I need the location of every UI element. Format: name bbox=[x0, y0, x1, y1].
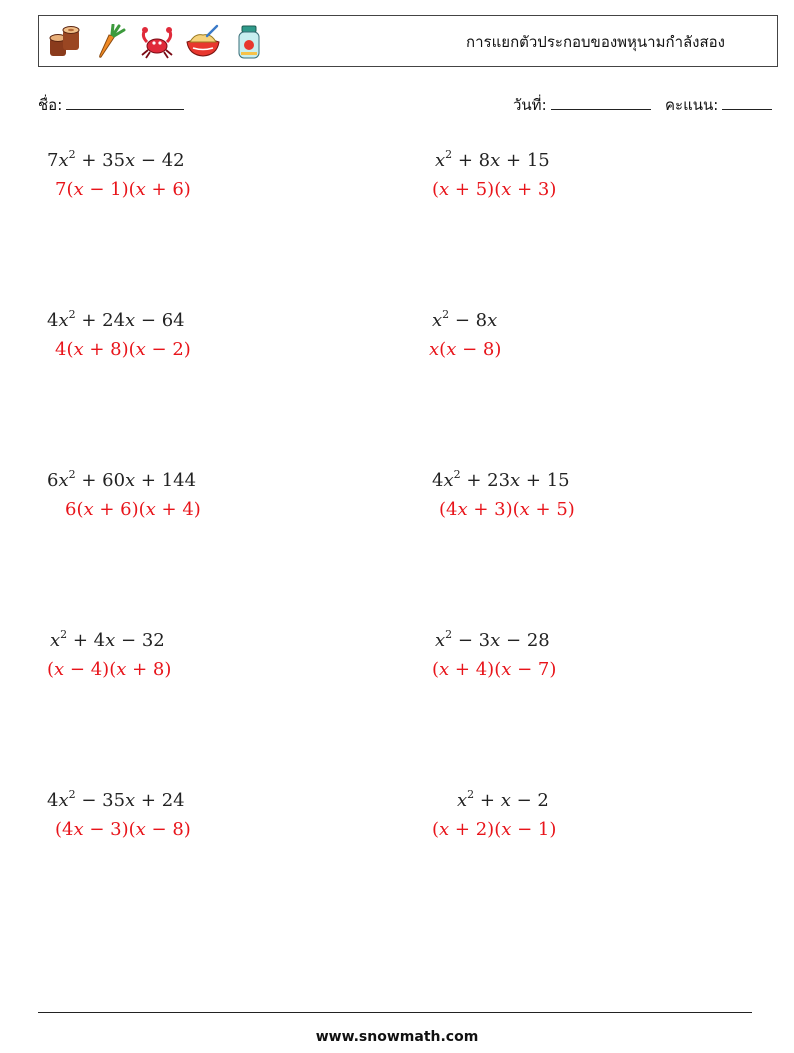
answer: (x + 4)(x − 7) bbox=[432, 659, 557, 680]
answer: (x + 5)(x + 3) bbox=[432, 179, 557, 200]
answer: (x − 4)(x + 8) bbox=[47, 659, 172, 680]
question: $4x^2 + 23x + 15$ bbox=[432, 468, 570, 491]
score-field[interactable] bbox=[665, 93, 772, 117]
answer: (4x + 3)(x + 5) bbox=[439, 499, 575, 520]
footer-site: www.snowmath.com bbox=[315, 1029, 479, 1045]
question: $7x^2 + 35x - 42$ bbox=[47, 148, 185, 171]
question: $x^2 + x - 2$ bbox=[457, 788, 549, 811]
problem-4 bbox=[429, 308, 502, 360]
answer: (4x − 3)(x − 8) bbox=[55, 819, 191, 840]
answer: 4(x + 8)(x − 2) bbox=[55, 339, 191, 360]
problem-7 bbox=[47, 628, 172, 680]
answer: 6(x + 6)(x + 4) bbox=[65, 499, 201, 520]
question: $x^2 + 8x + 15$ bbox=[435, 148, 550, 171]
problem-5 bbox=[47, 470, 201, 520]
date-field[interactable] bbox=[513, 93, 651, 117]
page-title: การแยกตัวประกอบของพหุนามกำลังสอง bbox=[466, 33, 725, 51]
name-field[interactable] bbox=[38, 93, 184, 117]
jam-jar-icon bbox=[231, 24, 267, 60]
problem-10 bbox=[432, 788, 557, 840]
answer: 7(x − 1)(x + 6) bbox=[55, 179, 191, 200]
log-icon bbox=[47, 24, 83, 60]
question: $x^2 - 8x$ bbox=[432, 308, 498, 331]
score-label: คะแนน: bbox=[665, 96, 719, 114]
question: $4x^2 - 35x + 24$ bbox=[47, 788, 185, 811]
footer-divider bbox=[38, 1012, 752, 1013]
header-box bbox=[38, 15, 778, 67]
problem-3 bbox=[47, 310, 191, 360]
answer: (x + 2)(x − 1) bbox=[432, 819, 557, 840]
name-label: ชื่อ: bbox=[38, 96, 63, 114]
date-blank[interactable] bbox=[551, 94, 651, 110]
rice-bowl-icon bbox=[185, 24, 221, 60]
question: $x^2 - 3x - 28$ bbox=[435, 628, 550, 651]
name-blank[interactable] bbox=[66, 94, 184, 110]
problem-8 bbox=[432, 628, 557, 680]
icon-row bbox=[47, 22, 267, 62]
problem-2 bbox=[432, 148, 557, 200]
answer: x(x − 8) bbox=[429, 339, 502, 360]
score-blank[interactable] bbox=[722, 94, 772, 110]
date-label: วันที่: bbox=[513, 96, 547, 114]
crab-icon bbox=[139, 24, 175, 60]
carrot-icon bbox=[93, 24, 129, 60]
question: $4x^2 + 24x - 64$ bbox=[47, 308, 185, 331]
problem-1 bbox=[47, 150, 191, 200]
problem-9 bbox=[47, 790, 191, 840]
problem-6 bbox=[432, 470, 575, 520]
question: $x^2 + 4x - 32$ bbox=[50, 628, 165, 651]
question: $6x^2 + 60x + 144$ bbox=[47, 468, 197, 491]
